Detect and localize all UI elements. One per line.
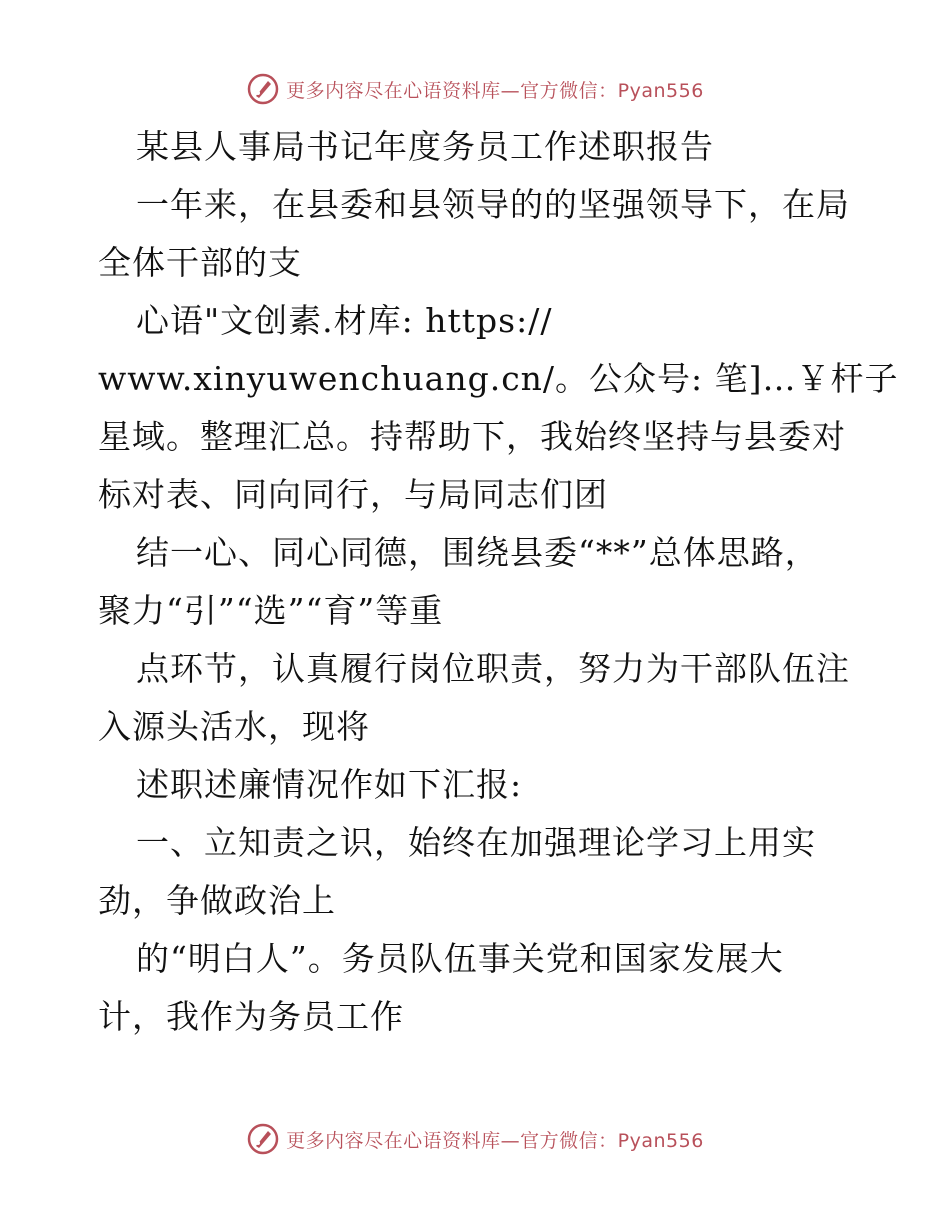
banner-text: 更多内容尽在心语资料库—官方微信：Pyan556 — [286, 79, 704, 102]
text-line: 心语"文创素.材库: https:// — [136, 301, 553, 340]
text-line: 全体干部的支 — [98, 243, 302, 282]
quill-pen-icon — [246, 72, 280, 106]
text-line: www.xinyuwenchuang.cn/。公众号: 笔]…￥杆子 — [98, 359, 899, 398]
banner-text: 更多内容尽在心语资料库—官方微信：Pyan556 — [286, 1129, 704, 1152]
text-line: 的“明白人”。务员队伍事关党和国家发展大 — [136, 939, 784, 978]
quill-pen-icon — [246, 1122, 280, 1156]
text-line: 一、立知责之识，始终在加强理论学习上用实 — [136, 823, 816, 862]
text-line: 某县人事局书记年度务员工作述职报告 — [136, 127, 714, 166]
text-line: 结一心、同心同德，围绕县委“**”总体思路， — [136, 533, 819, 572]
footer-banner — [0, 1122, 950, 1156]
text-line: 入源头活水，现将 — [98, 707, 370, 746]
text-line: 星域。整理汇总。持帮助下，我始终坚持与县委对 — [98, 417, 846, 456]
text-line: 述职述廉情况作如下汇报: — [136, 765, 523, 804]
text-line: 劲，争做政治上 — [98, 881, 336, 920]
text-line: 聚力“引”“选”“育”等重 — [98, 591, 444, 630]
text-line: 点环节，认真履行岗位职责，努力为干部队伍注 — [136, 649, 850, 688]
document-body — [98, 118, 899, 1046]
text-line: 标对表、同向同行，与局同志们团 — [98, 475, 608, 514]
text-line: 计，我作为务员工作 — [98, 997, 404, 1036]
text-line: 一年来，在县委和县领导的的坚强领导下，在局 — [136, 185, 850, 224]
header-banner — [0, 72, 950, 106]
